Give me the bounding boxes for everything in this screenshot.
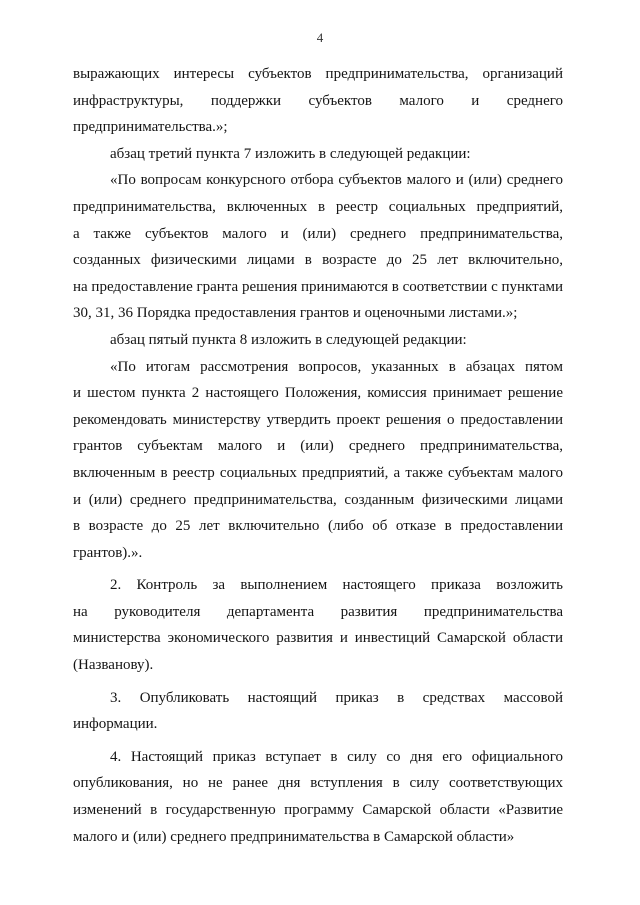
text-line: информации.	[73, 716, 158, 733]
text-line: на предоставление гранта решения принимаются в соответствии с пунктами	[73, 278, 564, 295]
text-line: грантов субъектам малого и (или) среднего предпринимательства,	[73, 438, 563, 455]
text-line: министерства экономического развития и инвестиций Самарской области	[73, 630, 563, 647]
text-line: предпринимательства.»;	[73, 119, 228, 136]
text-line: в возрасте до 25 лет включительно (либо об отказе в предоставлении	[73, 518, 563, 535]
text-line: выражающих интересы субъектов предпринимательства, организаций	[73, 66, 563, 82]
text-line: «По итогам рассмотрения вопросов, указанных в абзацах пятом	[110, 358, 563, 375]
text-line: рекомендовать министерству утвердить проект решения о предоставлении	[73, 411, 563, 428]
text-line: 2. Контроль за выполнением настоящего приказа возложить	[110, 577, 563, 594]
text-line: и шестом пункта 2 настоящего Положения, комиссия принимает решение	[73, 385, 563, 402]
page-number: 4	[316, 30, 324, 45]
paragraph	[73, 685, 563, 738]
paragraph	[73, 572, 563, 678]
text-line: опубликования, но не ранее дня вступления в силу соответствующих	[73, 775, 563, 792]
document-body	[73, 61, 563, 850]
text-line: и (или) среднего предпринимательства, созданным физическими лицами	[73, 491, 563, 508]
text-line: изменений в государственную программу Самарской области «Развитие	[73, 802, 563, 819]
text-line: 3. Опубликовать настоящий приказ в средствах массовой	[110, 689, 563, 706]
text-line: (Названову).	[73, 657, 154, 674]
text-line: абзац пятый пункта 8 изложить в следующей редакции:	[110, 331, 467, 348]
paragraph	[73, 354, 563, 567]
text-line: созданных физическими лицами в возрасте до 25 лет включительно,	[73, 252, 563, 269]
text-line: малого и (или) среднего предпринимательства в Самарской области»	[73, 828, 515, 845]
text-line: 30, 31, 36 Порядка предоставления грантов и оценочными листами.»;	[73, 305, 518, 322]
text-line: абзац третий пункта 7 изложить в следующей редакции:	[110, 145, 471, 162]
paragraph	[73, 744, 563, 850]
text-line: включенным в реестр социальных предприятий, а также субъектам малого	[73, 464, 563, 481]
paragraph	[73, 61, 563, 141]
text-line: на руководителя департамента развития предпринимательства	[73, 603, 563, 620]
paragraph	[73, 167, 563, 327]
paragraph	[73, 327, 563, 354]
text-line: грантов).».	[73, 544, 143, 561]
text-line: инфраструктуры, поддержки субъектов малого и среднего	[73, 92, 563, 109]
text-line: а также субъектов малого и (или) среднего предпринимательства,	[73, 225, 563, 242]
text-line: предпринимательства, включенных в реестр социальных предприятий,	[73, 198, 563, 215]
text-line: «По вопросам конкурсного отбора субъектов малого и (или) среднего	[110, 172, 563, 189]
paragraph	[73, 141, 563, 168]
text-line: 4. Настоящий приказ вступает в силу со дня его официального	[110, 748, 563, 765]
